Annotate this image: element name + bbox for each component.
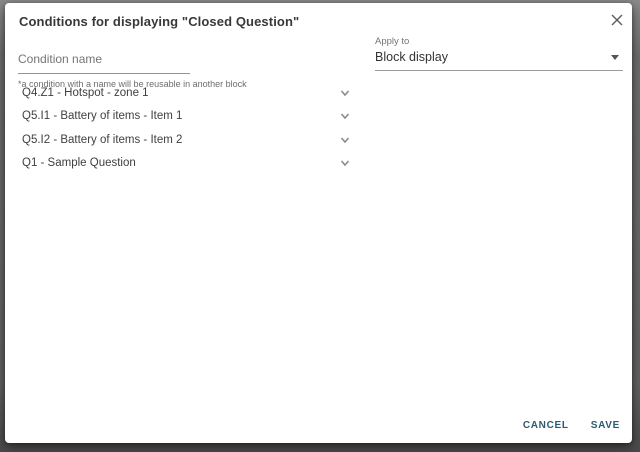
dialog-title: Conditions for displaying "Closed Question" xyxy=(19,14,300,29)
condition-row-q1[interactable] xyxy=(18,152,352,176)
condition-name-input[interactable] xyxy=(18,52,190,74)
apply-to-field xyxy=(375,36,623,71)
condition-row-label: Q1 - Sample Question xyxy=(22,157,136,170)
close-button[interactable] xyxy=(606,9,628,31)
cancel-button[interactable]: CANCEL xyxy=(515,414,577,437)
condition-name-helper: *a condition with a name will be reusable in another block xyxy=(18,79,247,89)
chevron-down-icon xyxy=(340,88,350,98)
chevron-down-icon xyxy=(340,158,350,168)
condition-row-label: Q5.I2 - Battery of items - Item 2 xyxy=(22,133,183,146)
save-button[interactable]: SAVE xyxy=(583,414,628,437)
chevron-down-icon xyxy=(340,135,350,145)
condition-row-q5i2[interactable] xyxy=(18,128,352,152)
conditions-dialog xyxy=(5,3,632,443)
chevron-down-icon xyxy=(340,111,350,121)
close-icon xyxy=(611,14,623,26)
dropdown-caret-icon xyxy=(611,55,619,60)
condition-row-q4z1[interactable] xyxy=(18,81,352,105)
condition-row-label: Q5.I1 - Battery of items - Item 1 xyxy=(22,110,183,123)
apply-to-label: Apply to xyxy=(375,36,410,47)
condition-row-label: Q4.Z1 - Hotspot - zone 1 xyxy=(22,86,149,99)
condition-list xyxy=(18,81,352,175)
apply-to-selected-value: Block display xyxy=(375,50,448,64)
condition-row-q5i1[interactable] xyxy=(18,105,352,129)
apply-to-select[interactable] xyxy=(375,50,623,71)
dialog-actions xyxy=(515,414,628,437)
